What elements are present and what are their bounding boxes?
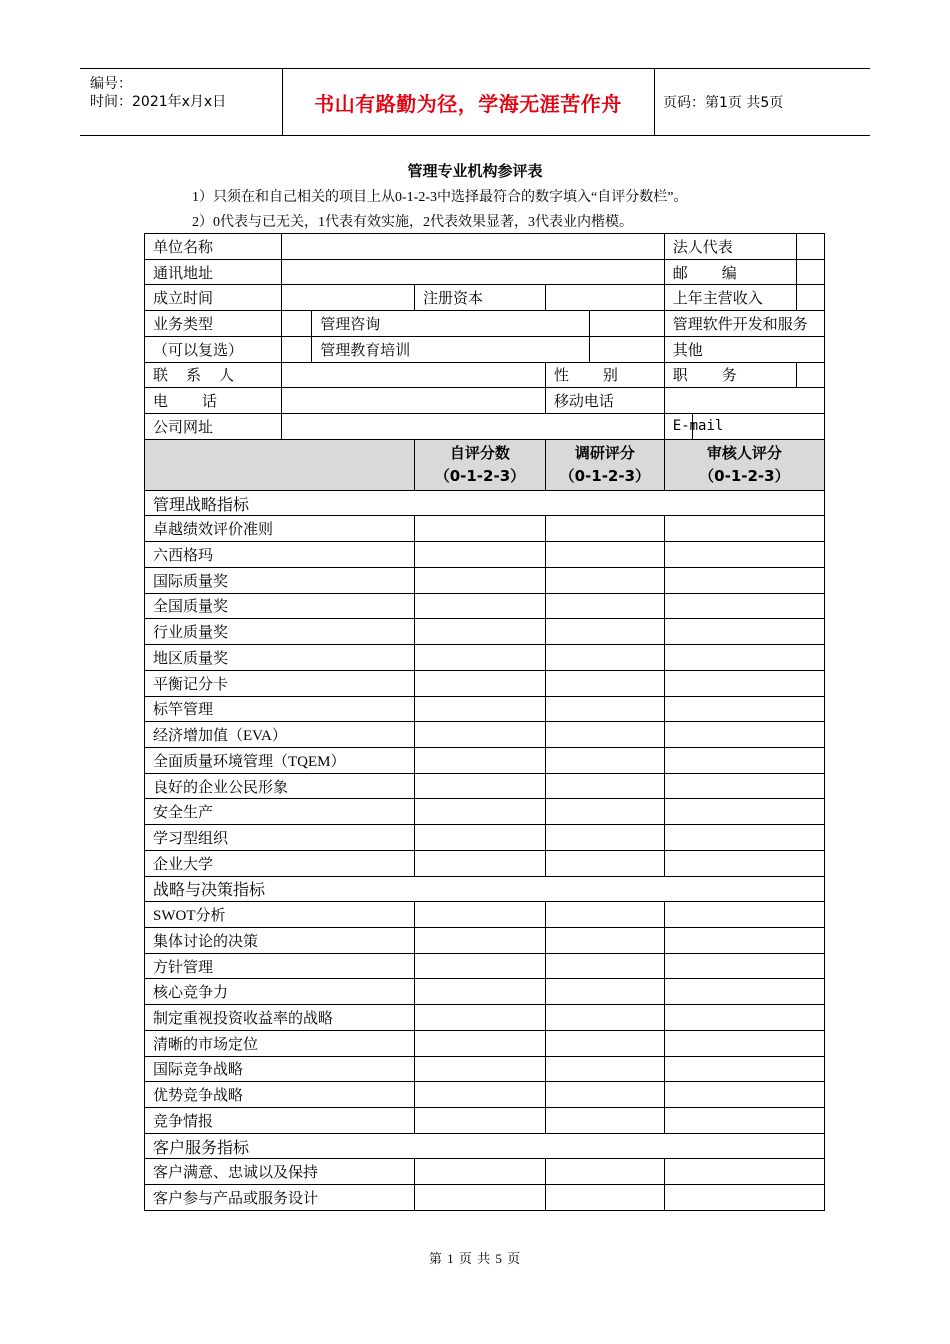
self-score-cell[interactable]	[414, 927, 545, 953]
self-score-cell[interactable]	[414, 1082, 545, 1108]
contact-label: 联系人	[145, 362, 282, 388]
indicator-row	[145, 773, 825, 799]
row-website	[145, 414, 825, 440]
reviewer-score-cell[interactable]	[664, 1082, 824, 1108]
postcode-input[interactable]	[796, 259, 824, 285]
indicator-name: 卓越绩效评价准则	[145, 516, 415, 542]
survey-score-cell[interactable]	[545, 516, 664, 542]
survey-score-cell[interactable]	[545, 593, 664, 619]
reviewer-score-title: 审核人评分	[706, 443, 782, 462]
row-contact	[145, 362, 825, 388]
reviewer-score-cell[interactable]	[664, 722, 824, 748]
indicator-row	[145, 1005, 825, 1031]
survey-score-cell[interactable]	[545, 670, 664, 696]
row-phone	[145, 388, 825, 414]
indicator-name: 核心竞争力	[145, 979, 415, 1005]
software-checkbox[interactable]	[590, 311, 665, 337]
survey-score-cell[interactable]	[545, 979, 664, 1005]
revenue-input[interactable]	[796, 285, 824, 311]
survey-score-cell[interactable]	[545, 722, 664, 748]
survey-score-cell[interactable]	[545, 850, 664, 876]
indicator-row	[145, 850, 825, 876]
survey-score-cell[interactable]	[545, 542, 664, 568]
self-score-cell[interactable]	[414, 1030, 545, 1056]
survey-score-cell[interactable]	[545, 619, 664, 645]
reviewer-score-cell[interactable]	[664, 747, 824, 773]
section-header-row	[145, 876, 825, 902]
doc-date-label: 时间：2021年x月x日	[90, 94, 227, 110]
row-biztype-1	[145, 311, 825, 337]
instruction-note-1: 1）只须在和自己相关的项目上从0-1-2-3中选择最符合的数字填入“自评分数栏”。	[192, 190, 688, 205]
founded-input[interactable]	[282, 285, 415, 311]
survey-score-range: （0-1-2-3）	[559, 466, 651, 485]
indicator-row	[145, 1108, 825, 1134]
indicator-name: 学习型组织	[145, 825, 415, 851]
survey-score-header	[545, 439, 664, 490]
training-checkbox[interactable]	[282, 336, 312, 362]
reviewer-score-cell[interactable]	[664, 1108, 824, 1134]
reviewer-score-cell[interactable]	[664, 825, 824, 851]
phone-label: 电话	[145, 388, 282, 414]
survey-score-cell[interactable]	[545, 1108, 664, 1134]
survey-score-cell[interactable]	[545, 1056, 664, 1082]
position-label: 职务	[664, 362, 796, 388]
capital-label: 注册资本	[414, 285, 545, 311]
page-footer: 第 1 页 共 5 页	[428, 1251, 522, 1266]
revenue-label: 上年主营收入	[664, 285, 796, 311]
indicator-row	[145, 645, 825, 671]
position-input[interactable]	[796, 362, 824, 388]
self-score-cell[interactable]	[414, 722, 545, 748]
indicator-row	[145, 567, 825, 593]
reviewer-score-cell[interactable]	[664, 542, 824, 568]
indicator-name: 优势竞争战略	[145, 1082, 415, 1108]
founded-label: 成立时间	[145, 285, 282, 311]
indicator-row	[145, 799, 825, 825]
reviewer-score-cell[interactable]	[664, 927, 824, 953]
indicator-row	[145, 722, 825, 748]
indicator-name: 国际竞争战略	[145, 1056, 415, 1082]
self-score-cell[interactable]	[414, 902, 545, 928]
reviewer-score-cell[interactable]	[664, 799, 824, 825]
survey-score-cell[interactable]	[545, 747, 664, 773]
survey-score-cell[interactable]	[545, 902, 664, 928]
survey-score-cell[interactable]	[545, 1005, 664, 1031]
header-motto-cell	[282, 69, 655, 135]
survey-score-cell[interactable]	[545, 1185, 664, 1211]
email-label: E-mail	[664, 414, 692, 440]
indicator-name: 制定重视投资收益率的战略	[145, 1005, 415, 1031]
reviewer-score-cell[interactable]	[664, 850, 824, 876]
indicator-name: 标竿管理	[145, 696, 415, 722]
indicator-name: 国际质量奖	[145, 567, 415, 593]
row-biztype-2	[145, 336, 825, 362]
self-score-cell[interactable]	[414, 825, 545, 851]
indicator-row	[145, 927, 825, 953]
mobile-input[interactable]	[664, 388, 824, 414]
consult-checkbox[interactable]	[282, 311, 312, 337]
indicator-row	[145, 619, 825, 645]
self-score-cell[interactable]	[414, 1185, 545, 1211]
section-title: 管理战略指标	[145, 490, 825, 516]
phone-input[interactable]	[282, 388, 546, 414]
indicator-row	[145, 1056, 825, 1082]
survey-score-cell[interactable]	[545, 799, 664, 825]
self-score-cell[interactable]	[414, 747, 545, 773]
self-score-title: 自评分数	[449, 443, 510, 462]
header-motto: 书山有路勤为径，学海无涯苦作舟	[314, 91, 622, 116]
self-score-header	[414, 439, 545, 490]
reviewer-score-cell[interactable]	[664, 1159, 824, 1185]
self-score-cell[interactable]	[414, 619, 545, 645]
self-score-range: （0-1-2-3）	[434, 466, 526, 485]
reviewer-score-cell[interactable]	[664, 1185, 824, 1211]
indicator-name: SWOT分析	[145, 902, 415, 928]
survey-score-cell[interactable]	[545, 773, 664, 799]
instruction-note-2: 2）0代表与已无关，1代表有效实施，2代表效果显著，3代表业内楷模。	[192, 215, 633, 230]
reviewer-score-cell[interactable]	[664, 1030, 824, 1056]
self-score-cell[interactable]	[414, 1108, 545, 1134]
indicator-row	[145, 979, 825, 1005]
indicator-name: 客户满意、忠诚以及保持	[145, 1159, 415, 1185]
survey-score-cell[interactable]	[545, 953, 664, 979]
survey-score-cell[interactable]	[545, 1159, 664, 1185]
survey-score-cell[interactable]	[545, 645, 664, 671]
reviewer-score-header	[664, 439, 824, 490]
reviewer-score-range: （0-1-2-3）	[699, 466, 790, 485]
indicator-name: 平衡记分卡	[145, 670, 415, 696]
reviewer-score-cell[interactable]	[664, 902, 824, 928]
survey-score-cell[interactable]	[545, 1030, 664, 1056]
reviewer-score-cell[interactable]	[664, 1005, 824, 1031]
survey-score-cell[interactable]	[545, 567, 664, 593]
self-score-cell[interactable]	[414, 799, 545, 825]
self-score-cell[interactable]	[414, 1056, 545, 1082]
row-founded	[145, 285, 825, 311]
option-consult: 管理咨询	[312, 311, 590, 337]
self-score-cell[interactable]	[414, 850, 545, 876]
row-address	[145, 259, 825, 285]
self-score-cell[interactable]	[414, 1005, 545, 1031]
indicator-row	[145, 1159, 825, 1185]
survey-score-cell[interactable]	[545, 927, 664, 953]
multi-select-note: （可以复选）	[145, 336, 282, 362]
self-score-cell[interactable]	[414, 542, 545, 568]
score-header-row	[145, 439, 825, 490]
reviewer-score-cell[interactable]	[664, 567, 824, 593]
reviewer-score-cell[interactable]	[664, 773, 824, 799]
score-header-blank	[145, 439, 415, 490]
indicator-name: 全面质量环境管理（TQEM）	[145, 747, 415, 773]
unit-name-input[interactable]	[282, 234, 665, 260]
mobile-label: 移动电话	[545, 388, 664, 414]
self-score-cell[interactable]	[414, 773, 545, 799]
self-score-cell[interactable]	[414, 593, 545, 619]
indicator-name: 客户参与产品或服务设计	[145, 1185, 415, 1211]
indicator-row	[145, 825, 825, 851]
self-score-cell[interactable]	[414, 696, 545, 722]
option-other: 其他	[664, 336, 824, 362]
reviewer-score-cell[interactable]	[664, 670, 824, 696]
indicator-row	[145, 516, 825, 542]
indicator-name: 竞争情报	[145, 1108, 415, 1134]
indicator-row	[145, 696, 825, 722]
indicator-name: 良好的企业公民形象	[145, 773, 415, 799]
address-input[interactable]	[282, 259, 665, 285]
survey-score-cell[interactable]	[545, 825, 664, 851]
header-page-info: 页码：第1页 共5页	[663, 95, 784, 111]
reviewer-score-cell[interactable]	[664, 619, 824, 645]
section-header-row	[145, 1133, 825, 1159]
header-page-cell	[655, 69, 870, 135]
survey-score-cell[interactable]	[545, 696, 664, 722]
unit-name-label: 单位名称	[145, 234, 282, 260]
website-input[interactable]	[282, 414, 665, 440]
option-training: 管理教育培训	[312, 336, 590, 362]
gender-label: 性别	[545, 362, 664, 388]
indicator-name: 集体讨论的决策	[145, 927, 415, 953]
self-score-cell[interactable]	[414, 645, 545, 671]
reviewer-score-cell[interactable]	[664, 645, 824, 671]
legal-rep-input[interactable]	[796, 234, 824, 260]
reviewer-score-cell[interactable]	[664, 979, 824, 1005]
indicator-row	[145, 953, 825, 979]
indicator-name: 全国质量奖	[145, 593, 415, 619]
website-label: 公司网址	[145, 414, 282, 440]
header-meta	[80, 69, 283, 135]
indicator-name: 地区质量奖	[145, 645, 415, 671]
indicator-name: 安全生产	[145, 799, 415, 825]
indicator-name: 企业大学	[145, 850, 415, 876]
indicator-row	[145, 902, 825, 928]
indicator-name: 清晰的市场定位	[145, 1030, 415, 1056]
indicator-name: 方针管理	[145, 953, 415, 979]
self-score-cell[interactable]	[414, 516, 545, 542]
evaluation-form-table	[144, 233, 825, 1211]
reviewer-score-cell[interactable]	[664, 593, 824, 619]
biz-type-label: 业务类型	[145, 311, 282, 337]
page-header	[80, 68, 870, 136]
self-score-cell[interactable]	[414, 979, 545, 1005]
option-software: 管理软件开发和服务	[664, 311, 824, 337]
self-score-cell[interactable]	[414, 953, 545, 979]
indicator-row	[145, 1185, 825, 1211]
indicator-row	[145, 593, 825, 619]
section-header-row	[145, 490, 825, 516]
indicator-row	[145, 542, 825, 568]
reviewer-score-cell[interactable]	[664, 1056, 824, 1082]
reviewer-score-cell[interactable]	[664, 953, 824, 979]
indicator-name: 经济增加值（EVA）	[145, 722, 415, 748]
survey-score-title: 调研评分	[574, 443, 635, 462]
indicator-row	[145, 1030, 825, 1056]
indicator-row	[145, 1082, 825, 1108]
document-title: 管理专业机构参评表	[407, 162, 543, 180]
self-score-cell[interactable]	[414, 567, 545, 593]
indicator-row	[145, 747, 825, 773]
row-unit	[145, 234, 825, 260]
address-label: 通讯地址	[145, 259, 282, 285]
indicator-name: 行业质量奖	[145, 619, 415, 645]
reviewer-score-cell[interactable]	[664, 516, 824, 542]
legal-rep-label: 法人代表	[664, 234, 796, 260]
indicator-name: 六西格玛	[145, 542, 415, 568]
capital-input[interactable]	[545, 285, 664, 311]
section-title: 战略与决策指标	[145, 876, 825, 902]
indicator-row	[145, 670, 825, 696]
self-score-cell[interactable]	[414, 670, 545, 696]
postcode-label: 邮编	[664, 259, 796, 285]
section-title: 客户服务指标	[145, 1133, 825, 1159]
reviewer-score-cell[interactable]	[664, 696, 824, 722]
self-score-cell[interactable]	[414, 1159, 545, 1185]
doc-number-label: 编号：	[90, 76, 132, 92]
survey-score-cell[interactable]	[545, 1082, 664, 1108]
contact-input[interactable]	[282, 362, 546, 388]
other-checkbox[interactable]	[590, 336, 665, 362]
